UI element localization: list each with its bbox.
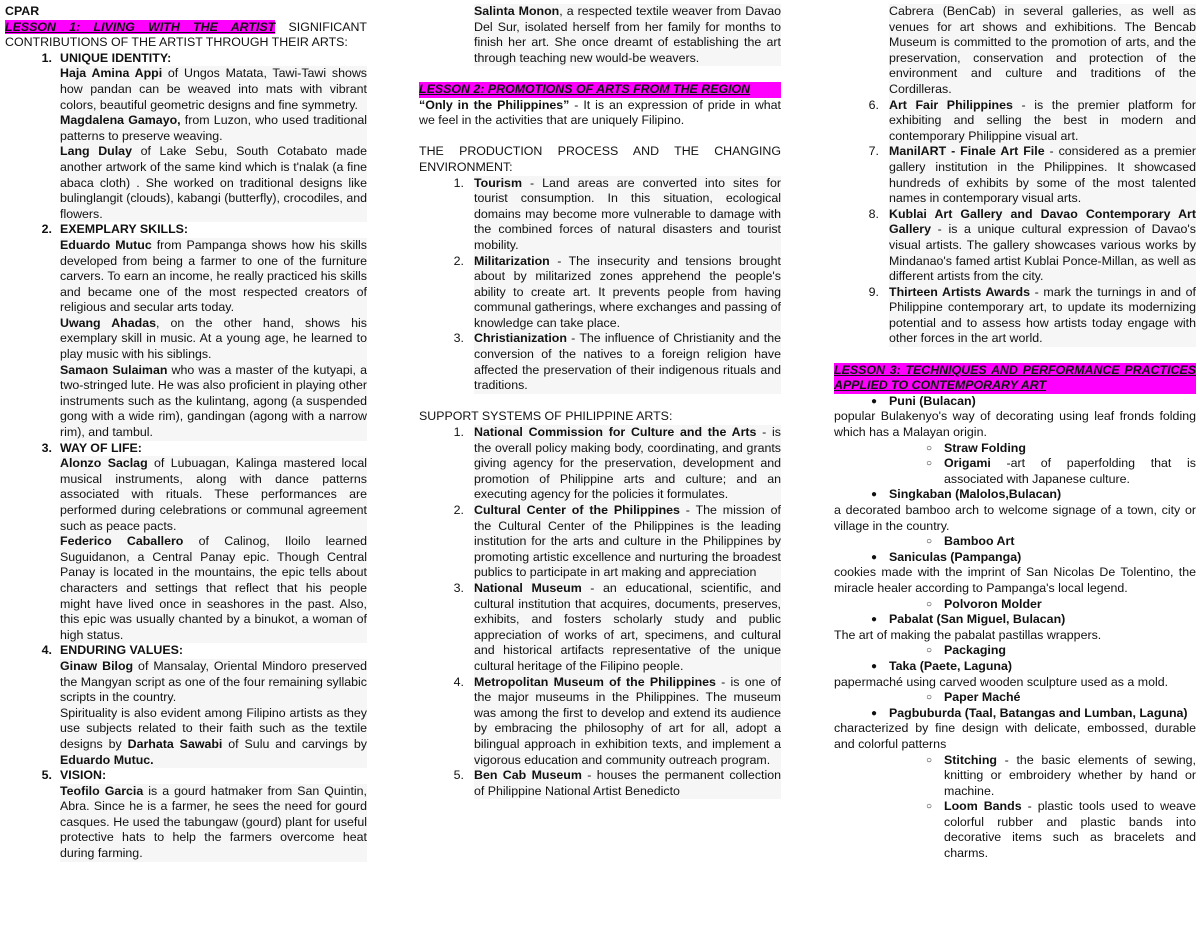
- numbered-item: [834, 144, 1196, 206]
- subitem-text: - the basic elements of sewing, knitting or embroidery whether by hand or machine.: [944, 752, 1196, 798]
- item-body: [474, 331, 781, 393]
- artist-text: of Calinog, Iloilo learned Suguidanon, a Central Panay epic. Though Central Panay is located in the mountains, the epic tells about characters and settings that reflect that his people might have lived once in seashores in the past. Also, this epic was usually chanted by a binukot, a woman of high status.: [60, 534, 367, 642]
- artist-name: Eduardo Mutuc.: [60, 752, 154, 767]
- lesson3-heading: [834, 363, 1196, 394]
- column-2: [419, 4, 781, 799]
- numbered-item: [834, 98, 1196, 145]
- item-text: - mark the turnings in and of Philippine contemporary art, to update its modernizing potential and to assess how artists today engage with other forces in the art world.: [889, 284, 1196, 346]
- production-list: [419, 176, 781, 394]
- numbered-item: [419, 503, 781, 581]
- bullet-icon: ●: [870, 614, 877, 626]
- subitem-title: Straw Folding: [944, 440, 1026, 455]
- item-body: [889, 285, 1196, 347]
- artist-name: Darhata Sawabi: [127, 736, 223, 751]
- artist-paragraph: [60, 113, 367, 144]
- artist-name: Eduardo Mutuc: [60, 237, 152, 252]
- column-1: [5, 4, 367, 862]
- craft-name: Saniculas (Pampanga): [889, 549, 1022, 564]
- item-title: ManilART - Finale Art File: [889, 144, 1045, 159]
- item-title: Art Fair Philippines: [889, 97, 1013, 112]
- item-text: - an educational, scientific, and cultural institution that acquires, documents, preserves, exhibits, and fosters scholarly study and public appreciation of works of art, specimens, and cultural and historical artifacts representative of the unique cultural heritage of the Filipino people.: [474, 580, 781, 673]
- craft-item: [834, 487, 1196, 503]
- craft-subitem: [834, 690, 1196, 706]
- item-title: National Museum: [474, 580, 582, 595]
- artist-paragraph: [60, 456, 367, 534]
- item-number: 1.: [453, 175, 464, 190]
- item-body: [474, 503, 781, 581]
- subitem-title: Polvoron Molder: [944, 596, 1042, 611]
- item-number: 1.: [41, 50, 52, 65]
- circle-bullet-icon: ○: [925, 692, 932, 704]
- support-list-continued: [834, 98, 1196, 348]
- bullet-icon: ●: [870, 660, 877, 672]
- item-number: 3.: [453, 331, 464, 346]
- artist-paragraph: [60, 534, 367, 643]
- circle-bullet-icon: ○: [925, 458, 932, 470]
- artist-paragraph: [60, 784, 367, 862]
- item-body: [474, 675, 781, 769]
- lesson1-item: [5, 643, 367, 659]
- craft-name: Pagbuburda (Taal, Batangas and Lumban, Laguna): [889, 705, 1188, 720]
- craft-description: characterized by fine design with delicate, embossed, durable and colorful patterns: [834, 721, 1196, 751]
- numbered-item: [419, 254, 781, 332]
- circle-bullet-icon: ○: [925, 442, 932, 454]
- craft-item: [834, 612, 1196, 628]
- item-text: - considered as a premier gallery institution in the Philippines. It showcased hundreds of exhibits by some of the most talented names in contemporary visual arts.: [889, 144, 1196, 206]
- artist-name: Ginaw Bilog: [60, 658, 134, 673]
- bencab-continued: Cabrera (BenCab) in several galleries, as well as venues for art shows and exhibitions. The Bencab Museum is committed to the promotion of arts, and the preservation, conservation and protection of the environment and culture and traditions of the Cordilleras.: [889, 4, 1196, 96]
- artist-text: from Luzon, who used traditional patterns to preserve weaving.: [60, 113, 367, 143]
- subitem-body: [944, 690, 1196, 706]
- artist-name: Uwang Ahadas: [60, 315, 156, 330]
- craft-subitem: [834, 534, 1196, 550]
- item-body: [889, 98, 1196, 145]
- only-label: “Only in the Philippines”: [419, 97, 570, 112]
- item-text: - houses the permanent collection of Philippine National Artist Benedicto: [474, 768, 781, 798]
- bullet-icon: ●: [870, 489, 877, 501]
- subitem-body: [944, 597, 1196, 613]
- production-heading: THE PRODUCTION PROCESS AND THE CHANGING ENVIRONMENT:: [419, 144, 781, 174]
- item-number: 6.: [868, 97, 879, 112]
- numbered-item: [419, 176, 781, 254]
- artist-text: of Ungos Matata, Tawi-Tawi shows how pandan can be weaved into mats with vibrant colors, beautiful geometric designs and fine symmetry.: [60, 66, 367, 112]
- item-number: 2.: [41, 222, 52, 237]
- craft-subitem: [834, 753, 1196, 800]
- subitem-body: [944, 753, 1196, 800]
- lesson2-heading: [419, 82, 781, 98]
- artist-text: of Sulu and carvings by: [222, 736, 367, 751]
- numbered-item: [834, 285, 1196, 347]
- numbered-item: [419, 768, 781, 799]
- salinta-paragraph: [474, 4, 781, 66]
- artist-paragraph: [60, 238, 367, 316]
- craft-subitem: [834, 597, 1196, 613]
- crafts-list: [834, 394, 1196, 862]
- craft-subitem: [834, 799, 1196, 861]
- item-number: 4.: [453, 674, 464, 689]
- lesson1-item: [5, 768, 367, 784]
- lesson2-title: LESSON 2: PROMOTIONS OF ARTS FROM THE REGION: [419, 81, 751, 96]
- item-title: WAY OF LIFE:: [60, 440, 142, 455]
- lesson1-list: [5, 51, 367, 862]
- item-text: - The insecurity and tensions brought about by militarized zones apprehend the people's ability to create art. It prevents people from having communal gatherings, where exchanges and passing of knowledge can take place.: [474, 253, 781, 330]
- artist-name: Federico Caballero: [60, 534, 184, 549]
- only-paragraph: [419, 98, 781, 129]
- bullet-icon: ●: [870, 707, 877, 719]
- item-title: Cultural Center of the Philippines: [474, 503, 680, 517]
- lesson1-heading: [5, 20, 367, 51]
- circle-bullet-icon: ○: [925, 754, 932, 766]
- item-title: VISION:: [60, 768, 107, 783]
- item-title: UNIQUE IDENTITY:: [60, 50, 172, 65]
- craft-item: [834, 659, 1196, 675]
- subitem-body: [944, 456, 1196, 487]
- artist-text: , on the other hand, shows his exemplary skill in music. At a young age, he learned to play music with his siblings.: [60, 315, 367, 362]
- craft-name: Taka (Paete, Laguna): [889, 658, 1013, 673]
- item-body: [474, 768, 781, 799]
- craft-name: Puni (Bulacan): [889, 393, 976, 408]
- item-title: Tourism: [474, 175, 522, 190]
- artist-text: of Mansalay, Oriental Mindoro preserved the Mangyan script as one of the four remaining syllabic scripts in the country.: [60, 658, 367, 705]
- artist-paragraph: [60, 659, 367, 706]
- artist-text: from Pampanga shows how his skills developed from being a farmer to one of the furniture carvers. To earn an income, he really practiced his skills and became one of the most respected creators of religious and secular arts today.: [60, 237, 367, 315]
- artist-name: Lang Dulay: [60, 144, 132, 159]
- item-number: 1.: [453, 425, 464, 440]
- artist-paragraph: [60, 363, 367, 441]
- item-title: Ben Cab Museum: [474, 768, 582, 783]
- subitem-text: - plastic tools used to weave colorful rubber and plastic bands into decorative items such as bracelets and charms.: [944, 799, 1196, 861]
- subitem-body: [944, 441, 1196, 457]
- item-text: - is the premier platform for exhibiting and selling the best in modern and contemporary Philippine visual art.: [889, 97, 1196, 143]
- numbered-item: [419, 581, 781, 675]
- numbered-item: [419, 675, 781, 769]
- lesson1-item: [5, 51, 367, 67]
- item-number: 5.: [453, 768, 464, 783]
- item-body: [889, 207, 1196, 285]
- item-number: 5.: [41, 768, 52, 783]
- artist-name: Magdalena Gamayo,: [60, 113, 181, 128]
- item-title: Metropolitan Museum of the Philippines: [474, 674, 716, 689]
- bullet-icon: ●: [870, 551, 877, 563]
- item-body: [474, 425, 781, 503]
- lesson1-subtitle: SIGNIFICANT CONTRIBUTIONS OF THE ARTIST THROUGH THEIR ARTS:: [5, 19, 367, 50]
- craft-subitem: [834, 643, 1196, 659]
- artist-name: Alonzo Saclag: [60, 456, 148, 471]
- item-body: [474, 254, 781, 332]
- artist-paragraph: [60, 316, 367, 363]
- subitem-title: Loom Bands: [944, 799, 1022, 814]
- circle-bullet-icon: ○: [925, 536, 932, 548]
- item-number: 4.: [41, 643, 52, 658]
- item-title: EXEMPLARY SKILLS:: [60, 222, 189, 237]
- subitem-title: Stitching: [944, 752, 997, 767]
- lesson3-title: LESSON 3: TECHNIQUES AND PERFORMANCE PRACTICES APPLIED TO CONTEMPORARY ART: [834, 362, 1196, 393]
- artist-text: is a gourd hatmaker from San Quintin, Abra. Since he is a farmer, he sees the need for gourd casques. He used the tabungaw (gourd) plant for useful protective hats to help the farmers overcome heat during farming.: [60, 783, 367, 861]
- numbered-item: [419, 425, 781, 503]
- artist-name: Samaon Sulaiman: [60, 362, 168, 377]
- craft-description: cookies made with the imprint of San Nicolas De Tolentino, the miracle healer according to Pampanga's local legend.: [834, 565, 1196, 595]
- artist-text: who was a master of the kutyapi, a two-stringed lute. He was also proficient in playing other instruments such as the kulintang, agong (a suspended gong with a wide rim), gandingan (agong with a narrow rim), and tambul.: [60, 362, 367, 440]
- lesson1-title: LESSON 1: LIVING WITH THE ARTIST: [5, 19, 276, 34]
- artist-text: of Lubuagan, Kalinga mastered local musical instruments, along with dance patterns associated with rituals. These performances are performed during celebrations or communal agreement such as peace pacts.: [60, 456, 367, 533]
- item-text: - The mission of the Cultural Center of the Philippines is the leading institution for the arts and culture in the Philippines by promoting artistic excellence and nurturing the broadest publics to participate in art making and appreciation: [474, 503, 781, 580]
- item-number: 7.: [868, 144, 879, 159]
- numbered-item: [419, 331, 781, 393]
- craft-name: Pabalat (San Miguel, Bulacan): [889, 612, 1066, 627]
- item-text: - is the overall policy making body, coordinating, and grants giving agency for the preservation, development and promotion of Philippine arts and culture; and an executing agency for the policies it formulates.: [474, 425, 781, 502]
- craft-item: [834, 394, 1196, 410]
- item-number: 8.: [868, 206, 879, 221]
- header-label: CPAR: [5, 4, 40, 18]
- item-body: [889, 144, 1196, 206]
- craft-description: a decorated bamboo arch to welcome signage of a town, city or village in the country.: [834, 503, 1196, 533]
- support-list: [419, 425, 781, 799]
- item-number: 2.: [453, 253, 464, 268]
- numbered-item: [834, 207, 1196, 285]
- item-title: Thirteen Artists Awards: [889, 284, 1030, 299]
- item-body: [474, 176, 781, 254]
- item-body: [474, 581, 781, 675]
- item-number: 3.: [453, 580, 464, 595]
- subitem-text: -art of paperfolding that is associated with Japanese culture.: [944, 456, 1196, 486]
- craft-subitem: [834, 456, 1196, 487]
- item-title: Militarization: [474, 253, 550, 268]
- artist-paragraph: [60, 144, 367, 222]
- subitem-body: [944, 799, 1196, 861]
- column-3: [834, 4, 1196, 862]
- artist-name: Haja Amina Appi: [60, 66, 163, 81]
- subitem-title: Bamboo Art: [944, 534, 1015, 549]
- subitem-title: Paper Maché: [944, 690, 1021, 705]
- item-text: - The influence of Christianity and the conversion of the natives to a foreign religion have affected the preservation of their indigenous rituals and traditions.: [474, 331, 781, 393]
- artist-text: Spirituality is also evident among Filipino artists as they use subjects related to their faith such as the textile designs by: [60, 705, 367, 751]
- circle-bullet-icon: ○: [925, 801, 932, 813]
- subitem-title: Origami: [944, 456, 991, 471]
- item-number: 2.: [453, 503, 464, 517]
- craft-subitem: [834, 441, 1196, 457]
- item-number: 9.: [868, 284, 879, 299]
- item-number: 3.: [41, 440, 52, 455]
- artist-name: Teofilo Garcia: [60, 783, 144, 798]
- bullet-icon: ●: [870, 395, 877, 407]
- item-title: National Commission for Culture and the Arts: [474, 425, 757, 440]
- artist-paragraph: [60, 706, 367, 768]
- item-text: - Land areas are converted into sites for tourist consumption. In this situation, ecological domains may become more vulnerable to damage with the combined forces of natural disasters and tourist mobility.: [474, 175, 781, 252]
- subitem-body: [944, 643, 1196, 659]
- salinta-name: Salinta Monon: [474, 4, 560, 18]
- subitem-body: [944, 534, 1196, 550]
- craft-name: Singkaban (Malolos,Bulacan): [889, 487, 1062, 502]
- item-text: - is a unique cultural expression of Davao's visual artists. The gallery showcases various works by Mindanao's famed artist Kublai Ponce-Millan, as well as different artists from the city.: [889, 222, 1196, 284]
- craft-description: papermaché using carved wooden sculpture used as a mold.: [834, 674, 1169, 689]
- lesson1-item: [5, 222, 367, 238]
- artist-paragraph: [60, 66, 367, 113]
- circle-bullet-icon: ○: [925, 598, 932, 610]
- circle-bullet-icon: ○: [925, 645, 932, 657]
- lesson1-item: [5, 441, 367, 457]
- craft-description: The art of making the pabalat pastillas wrappers.: [834, 627, 1102, 642]
- support-heading: SUPPORT SYSTEMS OF PHILIPPINE ARTS:: [419, 409, 673, 424]
- only-text: - It is an expression of pride in what we feel in the activities that are uniquely Filipino.: [419, 97, 781, 128]
- item-text: - is one of the major museums in the Philippines. The museum was among the first to develop and extend its audience by embracing the philosophy of art for all, adopt a bilingual approach in exhibition texts, and implement a vigorous education and community outreach program.: [474, 674, 781, 767]
- salinta-text: , a respected textile weaver from Davao Del Sur, isolated herself from her family for months to finish her art. She once dreamt of establishing the art through teaching new would-be weavers.: [474, 4, 782, 65]
- craft-item: [834, 706, 1196, 722]
- subitem-title: Packaging: [944, 643, 1006, 658]
- item-title: Kublai Art Gallery and Davao Contemporary Art Gallery: [889, 206, 1196, 237]
- item-title: Christianization: [474, 331, 567, 346]
- craft-item: [834, 550, 1196, 566]
- item-title: ENDURING VALUES:: [60, 643, 183, 658]
- craft-description: popular Bulakenyo's way of decorating using leaf fronds folding which has a Malayan origin.: [834, 409, 1196, 440]
- artist-text: of Lake Sebu, South Cotabato made another artwork of the same kind which is t'nalak (a fine abaca cloth) . She worked on traditional designs like bulinglangit (clouds), kabangi (butterfly), crocodiles, and flowers.: [60, 144, 367, 221]
